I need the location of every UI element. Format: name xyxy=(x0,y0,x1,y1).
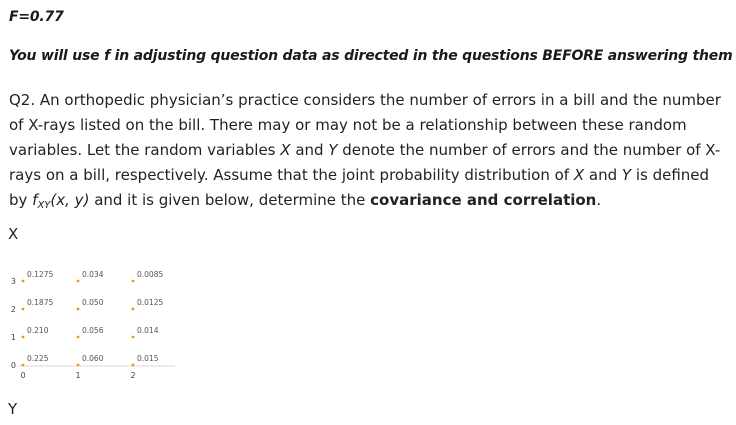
q-part-7: . xyxy=(596,191,602,209)
func-args: (x, y) xyxy=(50,191,90,209)
x-tick-label: 1 xyxy=(75,371,81,380)
data-label: 0.056 xyxy=(82,326,104,335)
data-label: 0.015 xyxy=(137,354,159,363)
data-point xyxy=(22,364,25,367)
data-label: 0.210 xyxy=(27,326,49,335)
var-y: Y xyxy=(328,141,338,159)
data-label: 0.1875 xyxy=(27,298,54,307)
x-tick-label: 2 xyxy=(130,371,136,380)
bold-term: covariance and correlation xyxy=(370,191,597,209)
data-point xyxy=(77,364,80,367)
y-tick-label: 3 xyxy=(10,277,16,286)
data-point xyxy=(132,336,135,339)
data-label: 0.050 xyxy=(82,298,104,307)
var-x-2: X xyxy=(573,166,585,184)
data-label: 0.1275 xyxy=(27,270,54,279)
data-label: 0.034 xyxy=(82,270,104,279)
data-label: 0.060 xyxy=(82,354,104,363)
func-f: f xyxy=(32,191,38,209)
y-tick-label: 0 xyxy=(10,361,16,370)
instruction-heading: You will use f in adjusting question data as directed in the questions BEFORE answering them xyxy=(9,48,733,64)
func-subscript: XY xyxy=(37,200,51,211)
data-label: 0.014 xyxy=(137,326,159,335)
data-point xyxy=(77,280,80,283)
axis-label-y: Y xyxy=(8,400,18,418)
f-value-heading: F=0.77 xyxy=(9,9,64,25)
x-tick-label: 0 xyxy=(20,371,26,380)
data-point xyxy=(77,336,80,339)
data-point xyxy=(22,308,25,311)
data-point xyxy=(22,336,25,339)
q-part-4: and xyxy=(584,166,622,184)
data-point xyxy=(22,280,25,283)
data-point xyxy=(132,308,135,311)
y-tick-label: 1 xyxy=(10,333,16,342)
q-part-5: is defined by xyxy=(9,166,710,209)
data-point xyxy=(132,280,135,283)
data-label: 0.225 xyxy=(27,354,49,363)
data-label: 0.0125 xyxy=(137,298,164,307)
q-part-1: Q2. An orthopedic physician’s practice considers the number of errors in a bill and the number of X-rays listed on the bill. There may or may not be a relationship between these random variables. Let the random variables xyxy=(9,91,721,159)
data-point xyxy=(132,364,135,367)
data-point xyxy=(77,308,80,311)
q-part-3: denote the number of errors and the number of X-rays on a bill, respectively. Assume that the joint probability distribution of xyxy=(9,141,721,184)
var-y-2: Y xyxy=(621,166,632,184)
y-tick-label: 2 xyxy=(10,305,16,314)
axis-label-x: X xyxy=(8,225,19,243)
var-x: X xyxy=(280,141,291,159)
q-part-2: and xyxy=(290,141,329,159)
q-part-6: and it is given below, determine the xyxy=(89,191,371,209)
data-label: 0.0085 xyxy=(137,270,164,279)
